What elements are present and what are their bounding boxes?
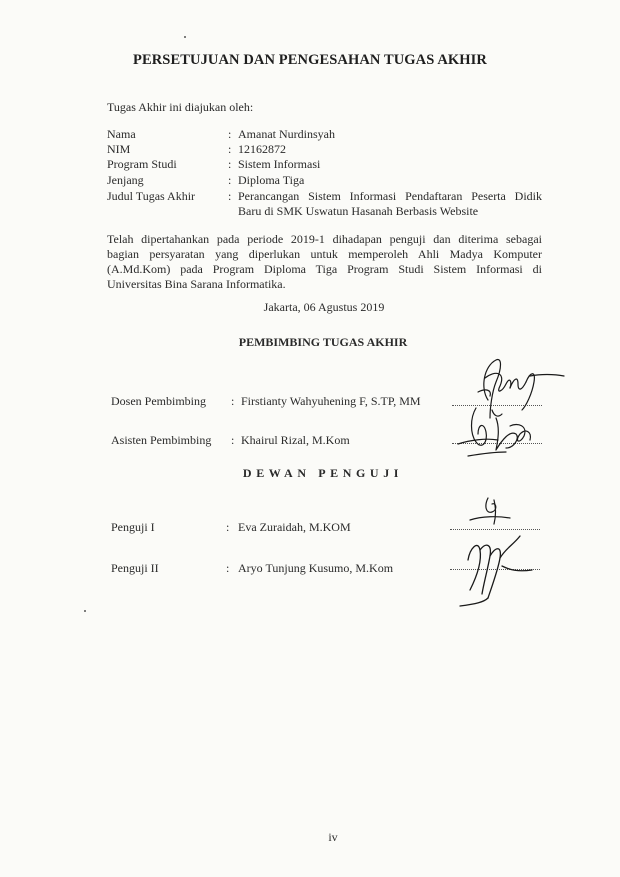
scan-speck	[184, 36, 186, 38]
info-value: 12162872	[238, 142, 286, 156]
colon: :	[231, 394, 235, 408]
paragraph-line: bagian persyaratan yang diperlukan untuk memperoleh Ahli Madya Komputer	[107, 247, 542, 261]
person-name: Aryo Tunjung Kusumo, M.Kom	[238, 561, 394, 575]
paragraph-line: Telah dipertahankan pada periode 2019-1 dihadapan penguji dan diterima sebagai	[107, 232, 542, 246]
colon: :	[228, 173, 232, 187]
info-label: Nama	[107, 127, 136, 141]
person-name: Firstianty Wahyuhening F, S.TP, MM	[241, 394, 421, 408]
page-number: iv	[328, 830, 338, 844]
info-label: Program Studi	[107, 157, 177, 171]
colon: :	[228, 157, 232, 171]
person-name: Khairul Rizal, M.Kom	[241, 433, 350, 447]
info-value: Amanat Nurdinsyah	[238, 127, 335, 141]
intro-text: Tugas Akhir ini diajukan oleh:	[107, 100, 254, 114]
info-value: Sistem Informasi	[238, 157, 321, 171]
signature-penguji-2	[440, 520, 560, 620]
info-label: NIM	[107, 142, 131, 156]
pembimbing-heading: PEMBIMBING TUGAS AKHIR	[238, 335, 408, 349]
colon: :	[231, 433, 235, 447]
info-value-line2: Baru di SMK Uswatun Hasanah Berbasis Website	[238, 204, 479, 218]
scan-speck	[84, 610, 86, 612]
colon: :	[228, 127, 232, 141]
colon: :	[226, 561, 230, 575]
info-value-line1: Perancangan Sistem Informasi Pendaftaran Peserta Didik	[238, 189, 542, 203]
place-date: Jakarta, 06 Agustus 2019	[263, 300, 385, 314]
person-name: Eva Zuraidah, M.KOM	[238, 520, 351, 534]
approval-paragraph	[107, 232, 542, 292]
penguji-heading: DEWAN PENGUJI	[242, 466, 404, 480]
info-value: Diploma Tiga	[238, 173, 305, 187]
paragraph-line: (A.Md.Kom) pada Program Diploma Tiga Program Studi Sistem Informasi di	[107, 262, 542, 276]
role-label: Penguji II	[111, 561, 159, 575]
info-label: Jenjang	[107, 173, 144, 187]
info-label: Judul Tugas Akhir	[107, 189, 196, 203]
document-title: PERSETUJUAN DAN PENGESAHAN TUGAS AKHIR	[132, 52, 487, 68]
colon: :	[228, 142, 232, 156]
role-label: Dosen Pembimbing	[111, 394, 206, 408]
colon: :	[228, 189, 232, 203]
colon: :	[226, 520, 230, 534]
role-label: Penguji I	[111, 520, 155, 534]
paragraph-line: Universitas Bina Sarana Informatika.	[107, 277, 286, 291]
role-label: Asisten Pembimbing	[111, 433, 212, 447]
